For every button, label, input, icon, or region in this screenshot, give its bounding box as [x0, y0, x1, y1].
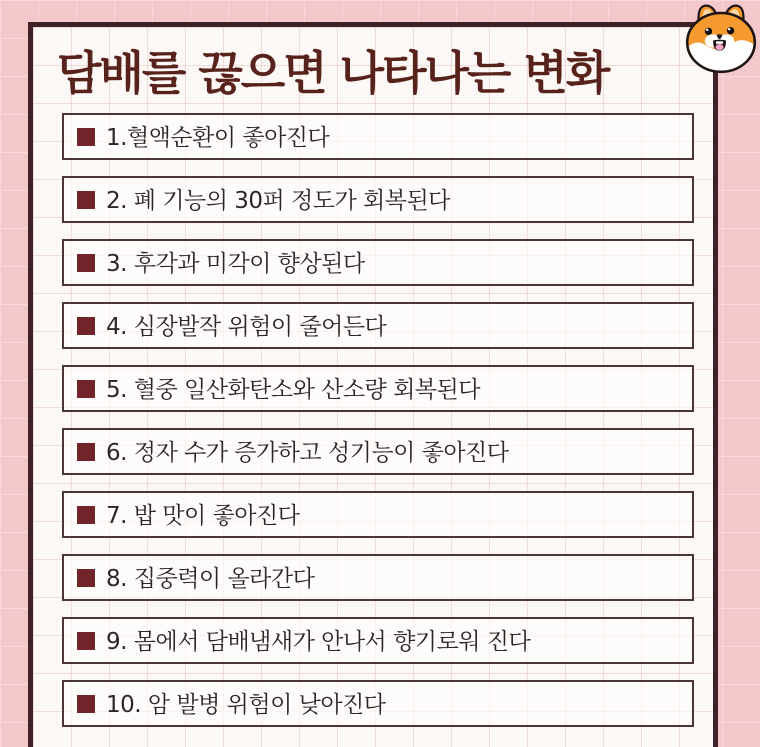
square-bullet-icon — [77, 254, 95, 272]
square-bullet-icon — [77, 128, 95, 146]
square-bullet-icon — [77, 569, 95, 587]
square-bullet-icon — [77, 317, 95, 335]
list-item — [62, 176, 694, 223]
list-item-text: 5. 혈중 일산화탄소와 산소량 회복된다 — [106, 377, 480, 403]
list-item-text: 4. 심장발작 위험이 줄어든다 — [106, 314, 387, 340]
list-item-text: 6. 정자 수가 증가하고 성기능이 좋아진다 — [106, 440, 509, 466]
list-item — [62, 554, 694, 601]
square-bullet-icon — [77, 443, 95, 461]
list-item — [62, 428, 694, 475]
list-item-text: 3. 후각과 미각이 향상된다 — [106, 251, 365, 277]
list-item — [62, 302, 694, 349]
list-item-text: 10. 암 발병 위험이 낮아진다 — [106, 692, 386, 718]
list-item — [62, 491, 694, 538]
square-bullet-icon — [77, 506, 95, 524]
list-item — [62, 680, 694, 727]
list-item — [62, 239, 694, 286]
benefit-list — [62, 113, 694, 727]
list-item-text: 2. 폐 기능의 30퍼 정도가 회복된다 — [106, 188, 450, 214]
list-item-text: 7. 밥 맛이 좋아진다 — [106, 503, 300, 529]
square-bullet-icon — [77, 191, 95, 209]
list-item-text: 8. 집중력이 올라간다 — [106, 566, 315, 592]
list-item — [62, 365, 694, 412]
list-item — [62, 113, 694, 160]
list-item — [62, 617, 694, 664]
square-bullet-icon — [77, 632, 95, 650]
square-bullet-icon — [77, 695, 95, 713]
list-item-text: 1.혈액순환이 좋아진다 — [106, 125, 330, 151]
list-item-text: 9. 몸에서 담배냄새가 안나서 향기로워 진다 — [106, 629, 531, 655]
page-title: 담배를 끊으면 나타나는 변화 — [57, 46, 609, 100]
content-card — [28, 22, 718, 747]
square-bullet-icon — [77, 380, 95, 398]
shiba-dog-face-icon — [684, 2, 758, 74]
